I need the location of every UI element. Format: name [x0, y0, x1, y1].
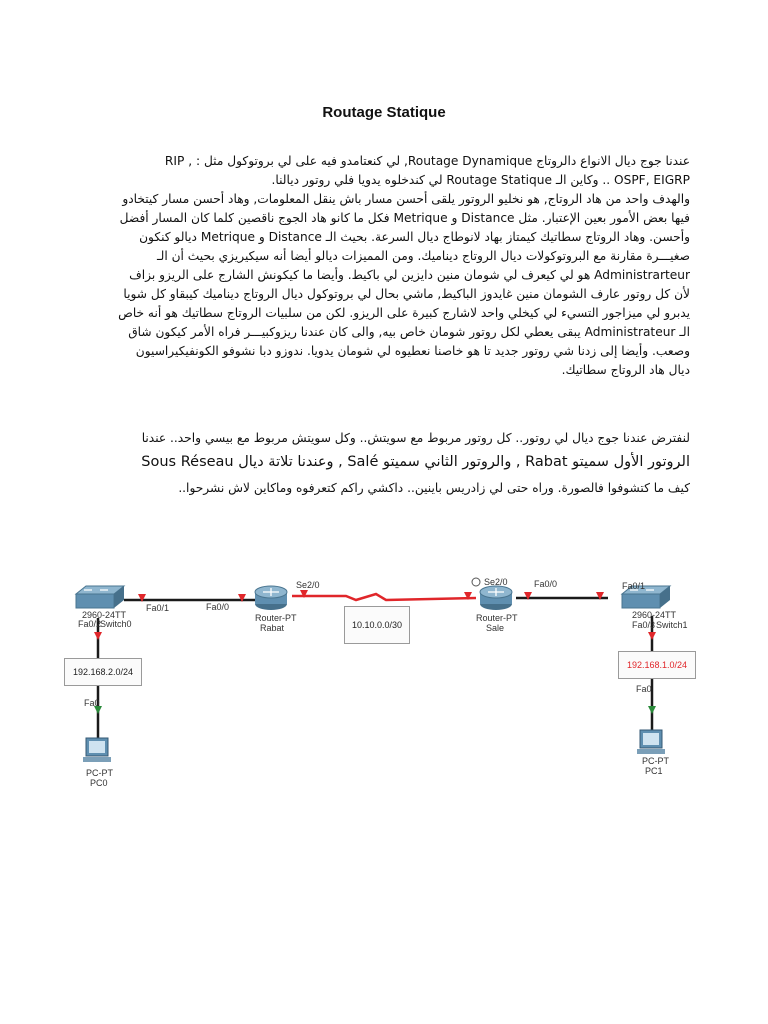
- device-model: 2960-24TT: [82, 610, 127, 620]
- port-label: Fa0/1: [622, 581, 646, 591]
- device-model: PC-PT: [642, 756, 669, 766]
- device-name: Rabat: [260, 623, 285, 633]
- topology-links: [56, 560, 706, 810]
- network-label-lan0: 192.168.2.0/24: [64, 658, 142, 686]
- port-label: Fa0: [636, 684, 652, 694]
- port-label: Fa0/3: [632, 620, 656, 630]
- text-line: صغيـــرة مقارنة مع البروتوكولات ديال الروتاج ديناميك. ومن المميزات ديالو أيضا أنه سيكيريزي بحيث أن الـ: [157, 249, 690, 263]
- text-line: ديال هاد الروتاج سطاتيك.: [561, 363, 690, 377]
- device-name: PC0: [90, 778, 108, 788]
- port-label: Fa0/1: [146, 603, 170, 613]
- port-label: Fa0/0: [534, 579, 558, 589]
- device-name: Switch0: [100, 619, 132, 629]
- link-serial-rabat-sale: [292, 594, 476, 600]
- text-line: وأحسن. وهاد الروتاج سطاتيك كيمتاز بهاد لانوطاج ديال السرعة. بحيث الـ Distance و Metrique ديالو كنكون: [139, 230, 690, 244]
- device-model: PC-PT: [86, 768, 113, 778]
- device-name: Switch1: [656, 620, 688, 630]
- text-line: لنفترض عندنا جوج ديال لي روتور.. كل روتور مربوط مع سويتش.. وكل سويتش مربوط مع بيسي واحد.. عندنا: [141, 431, 690, 445]
- device-model: Router-PT: [476, 613, 518, 623]
- paragraph-routing-types: [80, 152, 690, 380]
- clock-icon: [472, 578, 480, 586]
- text-line: عندنا جوج ديال الانواع دالروتاج Routage Dynamique, لي كنعتامدو فيه على لي بروتوكول مثل : , RIP: [164, 154, 690, 168]
- text-line: والهدف واحد من هاد الروتاج, هو نخليو الروتور يلقى أحسن مسار باش ينقل المعلومات, وهاد أحسن مسار كيتخادو: [122, 192, 690, 206]
- port-marker: [94, 632, 102, 640]
- router-icon: [480, 586, 512, 610]
- port-label: Se2/0: [484, 577, 508, 587]
- device-name: PC1: [645, 766, 663, 776]
- device-model: Router-PT: [255, 613, 297, 623]
- port-label: Fa0/0: [206, 602, 230, 612]
- port-label: Fa0: [84, 698, 100, 708]
- network-label-serial: 10.10.0.0/30: [344, 606, 410, 644]
- port-marker: [648, 706, 656, 714]
- network-topology-diagram: [56, 560, 706, 810]
- router-icon: [255, 586, 287, 610]
- text-line: وصعب. وأيضا إلى زدنا شي روتور جديد تا هو خاصنا نعطيوه لي شومان يدويا. ندوزو دبا نشوفو الكونفيكيراسيون: [135, 344, 690, 358]
- text-line: يدبرو لي ميزاجور التسيء لي كيخلي واحد لاشارج كبيرة على الريزو. لكن من سلبيات الروتاج سطاتيك هو أنه خاص: [118, 306, 690, 320]
- paragraph-scenario: [80, 426, 690, 500]
- port-marker: [648, 632, 656, 640]
- text-line: لأن كل روتور عارف الشومان منين غايدوز الباكيط, ماشي بحال لي بروتوكول ديال الروتاج ديناميك كيبقاو كل شويا: [123, 287, 690, 301]
- text-line: الـ Administrateur يبقى يعطي لكل روتور شومان خاص بيه, والى كان عندنا ريزوكبيـــر فراه الأمر كيكون شاق: [128, 325, 690, 339]
- network-label-lan1: 192.168.1.0/24: [618, 651, 696, 679]
- device-name: Sale: [486, 623, 505, 633]
- document-title: Routage Statique: [322, 104, 446, 121]
- device-model: 2960-24TT: [632, 610, 677, 620]
- port-label: Fa0/2: [78, 619, 102, 629]
- pc-icon: [83, 738, 111, 762]
- text-line: كيف ما كتشوفوا فالصورة. وراه حتى لي زادريس باينين.. داكشي راكم كتعرفوه وماكاين لاش نشرحوا..: [178, 481, 690, 495]
- text-line: الروتور الأول سميتو Rabat , والروتور الثاني سميتو Salé , وعندنا تلاتة ديال Sous Réseau: [141, 454, 690, 470]
- pc-icon: [637, 730, 665, 754]
- port-label: Se2/0: [296, 580, 320, 590]
- switch-icon: [76, 586, 124, 608]
- text-line: فيها بعض الأمور بعين الإعتبار. مثل Distance و Metrique فكل ما كانو هاد الجوج ناقصين كلما كان المسار أفضل: [119, 211, 690, 225]
- text-line: OSPF, EIGRP .. وكاين الـ Routage Statique لي كندخلوه يدويا فلي روتور ديالنا.: [271, 173, 690, 187]
- text-line: Administrarteur هو لي كيعرف لي شومان منين دايزين لي باكيط. وأيضا ما كيكونش الشارج على الريزو بزاف: [129, 268, 690, 282]
